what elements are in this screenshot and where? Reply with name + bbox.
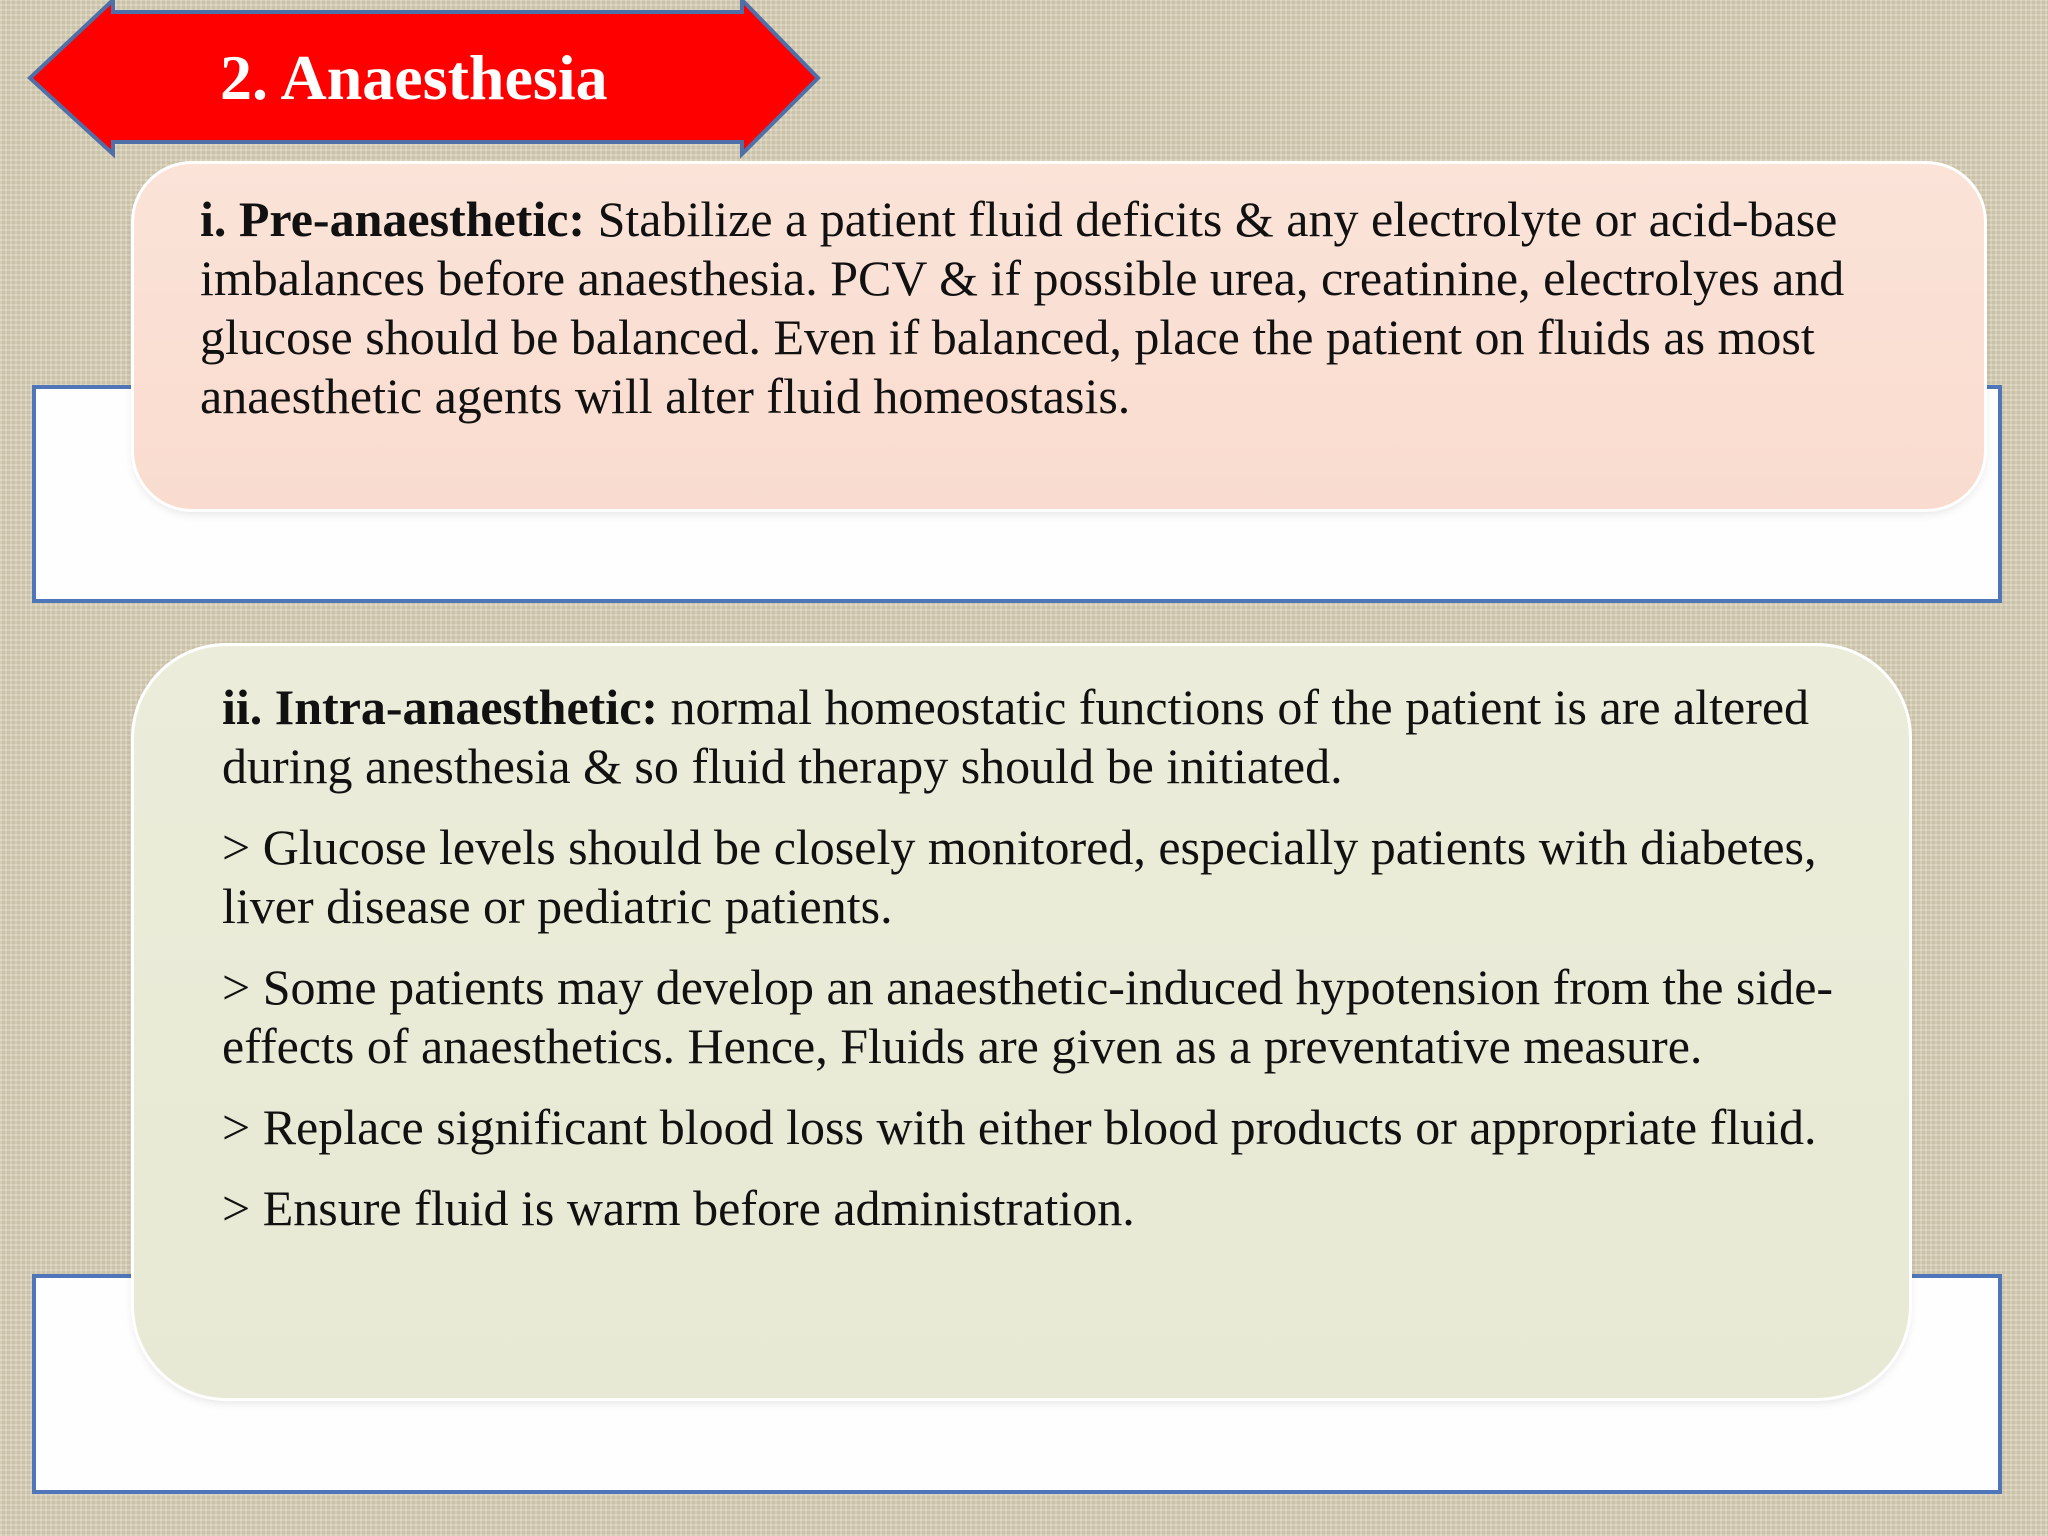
bullet-hypotension: > Some patients may develop an anaesthetic-induced hypotension from the side-effects of anaesthetics. Hence, Fluids are given as a preventative measure. <box>222 959 1834 1074</box>
intra-anaesthetic-heading: ii. Intra-anaesthetic: <box>222 679 659 735</box>
intra-anaesthetic-paragraph <box>222 678 1859 796</box>
pre-anaesthetic-card <box>134 164 1984 509</box>
bullet-blood-loss: > Replace significant blood loss with either blood products or appropriate fluid. <box>222 1099 1817 1155</box>
bullet-warm-fluid: > Ensure fluid is warm before administration. <box>222 1180 1135 1236</box>
pre-anaesthetic-paragraph <box>200 190 1924 426</box>
banner-title: 2. Anaesthesia <box>220 42 608 113</box>
bullet-glucose: > Glucose levels should be closely monitored, especially patients with diabetes, liver disease or pediatric patients. <box>222 819 1817 934</box>
intra-anaesthetic-card <box>134 646 1909 1398</box>
pre-anaesthetic-text: Stabilize a patient fluid deficits & any electrolyte or acid-base imbalances before anaesthesia. PCV & if possible urea, creatinine, electrolyes and glucose should be balanced. Even if balanced, place the patient on fluids as most anaesthetic agents will alter fluid homeostasis. <box>200 191 1845 424</box>
intra-anaesthetic-text: normal homeostatic functions of the patient is are altered during anesthesia & so fluid therapy should be initiated. <box>222 679 1810 794</box>
pre-anaesthetic-heading: i. Pre-anaesthetic: <box>200 191 586 247</box>
